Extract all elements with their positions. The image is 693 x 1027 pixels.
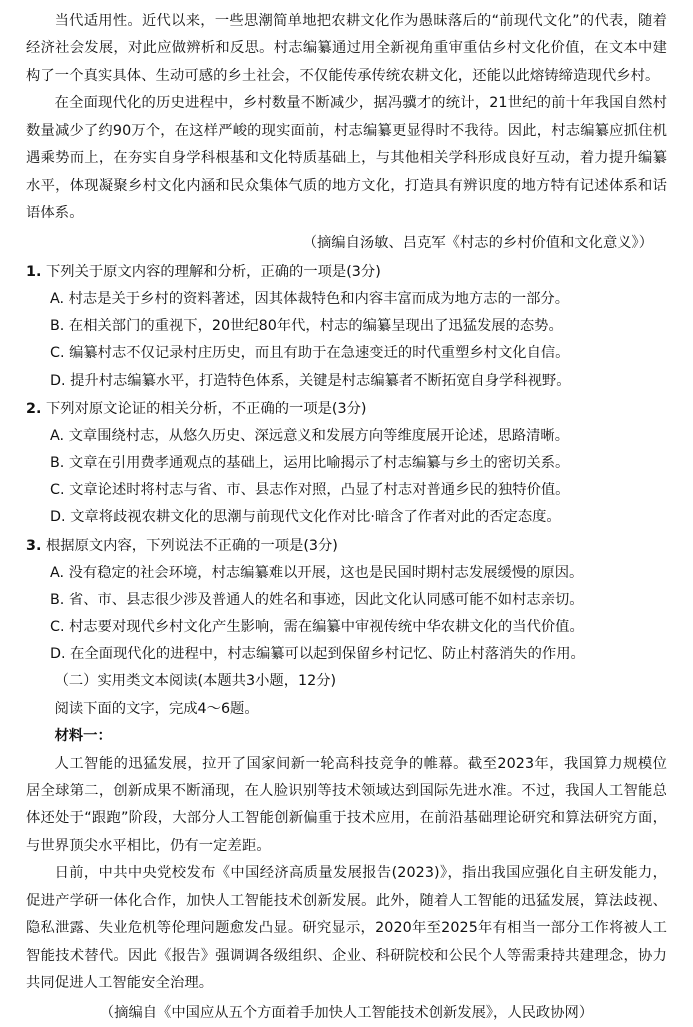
question-block xyxy=(26,396,667,532)
question-block xyxy=(26,533,667,669)
question-number: 3. xyxy=(26,537,42,554)
option-1-c: C. 编纂村志不仅记录村庄历史，而且有助于在急速变迁的时代重塑乡村文化自信。 xyxy=(50,345,570,362)
question-1 xyxy=(26,259,667,286)
option-1-a: A. 村志是关于乡村的资料著述，因其体裁特色和内容丰富而成为地方志的一部分。 xyxy=(50,291,570,308)
question-stem: 下列对原文论证的相关分析，不正确的一项是(3分) xyxy=(46,400,367,417)
question-3 xyxy=(26,533,667,560)
option-3-d: D. 在全面现代化的进程中，村志编纂可以起到保留乡村记忆、防止村落消失的作用。 xyxy=(50,646,585,663)
option-2-d: D. 文章将歧视农耕文化的思潮与前现代文化作对比·暗含了作者对此的否定态度。 xyxy=(50,509,561,526)
option-3-c: C. 村志要对现代乡村文化产生影响，需在编纂中审视传统中华农耕文化的当代价值。 xyxy=(50,618,584,635)
option-1-b: B. 在相关部门的重视下，20世纪80年代，村志的编纂呈现出了迅猛发展的态势。 xyxy=(50,318,563,335)
passage-paragraph: 当代适用性。近代以来，一些思潮简单地把农耕文化作为愚昧落后的“前现代文化”的代表，随着经济社会发展，对此应做辨析和反思。村志编纂通过用全新视角重审重估乡村文化价值，在文本中建构了一个真实具体、生动可感的乡土社会，不仅能传承传统农耕文化，还能以此熔铸缔造现代乡村。 xyxy=(26,13,667,84)
section-instruction: 阅读下面的文字，完成4～6题。 xyxy=(54,700,259,717)
question-number: 2. xyxy=(26,400,42,417)
option-2-b: B. 文章在引用费孝通观点的基础上，运用比喻揭示了村志编纂与乡土的密切关系。 xyxy=(50,455,570,472)
section-title: （二）实用类文本阅读(本题共3小题，12分) xyxy=(54,673,337,690)
material-label: 材料一： xyxy=(54,728,112,745)
passage-paragraph: 在全面现代化的历史进程中，乡村数量不断减少，据冯骥才的统计，21世纪的前十年我国自然村数量减少了约90万个，在这样严峻的现实面前，村志编纂更显得时不我待。因此，村志编纂应抓住机遇乘势而上，在夯实自身学科根基和文化特质基础上，与其他相关学科形成良好互动，着力提升编纂水平，体现凝聚乡村文化内涵和民众集体气质的地方文化，打造具有辨识度的地方特有记述体系和话语体系。 xyxy=(26,95,667,222)
question-block xyxy=(26,259,667,395)
question-number: 1. xyxy=(26,263,42,280)
option-2-c: C. 文章论述时将村志与省、市、县志作对照，凸显了村志对普通乡民的独特价值。 xyxy=(50,482,570,499)
option-3-b: B. 省、市、县志很少涉及普通人的姓名和事迹，因此文化认同感可能不如村志亲切。 xyxy=(50,591,584,608)
option-2-a: A. 文章围绕村志，从悠久历史、深远意义和发展方向等维度展开论述，思路清晰。 xyxy=(50,427,570,444)
option-1-d: D. 提升村志编纂水平，打造特色体系，关键是村志编纂者不断拓宽自身学科视野。 xyxy=(50,372,571,389)
question-stem: 根据原文内容，下列说法不正确的一项是(3分) xyxy=(46,537,338,554)
material-source: （摘编自《中国应从五个方面着手加快人工智能技术创新发展》，人民政协网） xyxy=(99,1004,594,1021)
material-paragraph: 日前，中共中央党校发布《中国经济高质量发展报告(2023)》，指出我国应强化自主研发能力，促进产学研一体化合作，加快人工智能技术创新发展。此外，随着人工智能的迅猛发展，算法歧视、隐私泄露、失业危机等伦理问题愈发凸显。研究显示，2020年至2025年有相当一部分工作将被人工智能技术替代。因此《报告》强调调各级组织、企业、科研院校和公民个人等需秉持共建理念，协力共同促进人工智能安全治理。 xyxy=(26,865,667,992)
question-2 xyxy=(26,396,667,423)
material-paragraph: 人工智能的迅猛发展，拉开了国家间新一轮高科技竞争的帷幕。截至2023年，我国算力规模位居全球第二，创新成果不断涌现，在人脸识别等技术领域达到国际先进水准。不过，我国人工智能总体还处于“跟跑”阶段，大部分人工智能创新偏重于技术应用，在前沿基础理论研究和算法研究方面，与世界顶尖水平相比，仍有一定差距。 xyxy=(26,755,667,854)
question-stem: 下列关于原文内容的理解和分析，正确的一项是(3分) xyxy=(46,263,381,280)
option-3-a: A. 没有稳定的社会环境，村志编纂难以开展，这也是民国时期村志发展缓慢的原因。 xyxy=(50,564,584,581)
passage-source: （摘编自汤敏、吕克军《村志的乡村价值和文化意义》） xyxy=(302,234,653,251)
